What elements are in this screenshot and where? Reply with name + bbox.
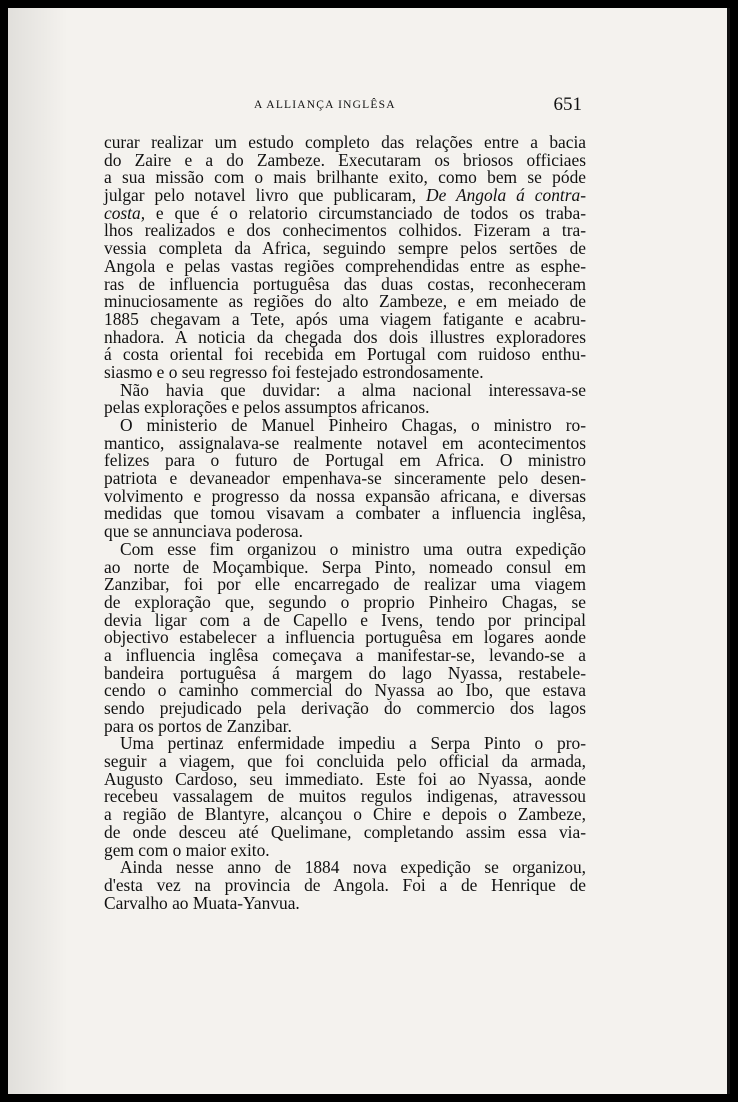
running-head: A ALLIANÇA INGLÊSA xyxy=(254,99,396,111)
text-line: sendo prejudicado pela derivação do commercio dos lagos xyxy=(104,698,586,718)
text-line: objectivo estabelecer a influencia portuguêsa em logares aonde xyxy=(104,627,586,648)
text-line: Augusto Cardoso, seu immediato. Este foi ao Nyassa, aonde xyxy=(104,768,586,789)
text-line: gem com o maior exito. xyxy=(104,839,270,860)
text-line: patriota e devaneador empenhava-se sinceramente pelo desen- xyxy=(104,468,586,489)
text-line: de exploração que, segundo o proprio Pinheiro Chagas, se xyxy=(104,591,586,612)
text-line: volvimento e progresso da nossa expansão africana, e diversas xyxy=(104,485,586,506)
text-run: e que é o relatorio circumstanciado de todos os traba- xyxy=(145,202,586,223)
text-line: O ministerio de Manuel Pinheiro Chagas, o ministro ro- xyxy=(120,415,586,435)
text-line: minuciosamente as regiões do alto Zambeze, e em meiado de xyxy=(104,291,586,312)
page-header xyxy=(104,94,582,118)
text-line: d'esta vez na provincia de Angola. Foi a de Henrique de xyxy=(104,874,586,895)
text-line: curar realizar um estudo completo das relações entre a bacia xyxy=(104,132,586,152)
text-line: a sua missão com o mais brilhante exito, como bem se póde xyxy=(104,167,586,188)
book-title-italic: De Angola á contra- xyxy=(426,185,586,206)
text-line: nhadora. A noticia da chegada dos dois illustres exploradores xyxy=(104,326,586,347)
text-line: Ainda nesse anno de 1884 nova expedição se organizou, xyxy=(120,857,586,878)
text-line: a região de Blantyre, alcançou o Chire e depois o Zambeze, xyxy=(104,804,586,825)
text-line: Com esse fim organizou o ministro uma outra expedição xyxy=(120,538,586,559)
page-number: 651 xyxy=(553,94,582,115)
text-line: lhos realizados e dos conhecimentos colhidos. Fizeram a tra- xyxy=(104,220,586,241)
book-page xyxy=(8,8,730,1094)
text-line: Zanzibar, foi por elle encarregado de realizar uma viagem xyxy=(104,574,586,595)
text-line: mantico, assignalava-se realmente notavel em acontecimentos xyxy=(104,432,586,453)
text-line: a influencia inglêsa começava a manifestar-se, levando-se a xyxy=(104,644,586,665)
book-title-italic: costa, xyxy=(104,202,146,223)
text-line: á costa oriental foi recebida em Portugal com ruidoso enthu- xyxy=(104,344,586,365)
text-line: vessia completa da Africa, seguindo sempre pelos sertões de xyxy=(104,238,586,259)
text-line: pelas explorações e pelos assumptos africanos. xyxy=(104,397,430,418)
text-line: recebeu vassalagem de muitos regulos indigenas, atravessou xyxy=(104,786,586,807)
text-line: 1885 chegavam a Tete, após uma viagem fatigante e acabru- xyxy=(104,308,586,329)
text-line: ao norte de Moçambique. Serpa Pinto, nomeado consul em xyxy=(104,556,586,577)
body-text xyxy=(104,134,586,912)
text-line: siasmo e o seu regresso foi festejado estrondosamente. xyxy=(104,361,484,382)
text-run: julgar pelo notavel livro que publicaram, xyxy=(104,185,427,206)
text-line: bandeira portuguêsa á margem do lago Nyassa, restabele- xyxy=(104,662,586,683)
text-line: Angola e pelas vastas regiões comprehendidas entre as esphe- xyxy=(104,255,586,276)
text-line: medidas que tomou visavam a combater a influencia inglêsa, xyxy=(104,503,586,524)
text-line: Não havia que duvidar: a alma nacional interessava-se xyxy=(120,379,586,400)
text-line: seguir a viagem, que foi concluida pelo official da armada, xyxy=(104,751,586,772)
text-line: ras de influencia portuguêsa das duas costas, reconheceram xyxy=(104,273,586,294)
text-line: para os portos de Zanzibar. xyxy=(104,715,292,736)
text-line: Uma pertinaz enfermidade impediu a Serpa Pinto o pro- xyxy=(120,733,586,754)
text-line: do Zaire e a do Zambeze. Executaram os briosos officiaes xyxy=(104,149,586,170)
text-line: de onde desceu até Quelimane, completando assim essa via- xyxy=(104,821,586,842)
text-line: felizes para o futuro de Portugal em Africa. O ministro xyxy=(104,450,586,471)
text-line: Carvalho ao Muata-Yanvua. xyxy=(104,892,300,913)
text-line: que se annunciava poderosa. xyxy=(104,521,303,542)
text-line: cendo o caminho commercial do Nyassa ao Ibo, que estava xyxy=(104,680,586,701)
text-line: devia ligar com a de Capello e Ivens, tendo por principal xyxy=(104,609,586,630)
